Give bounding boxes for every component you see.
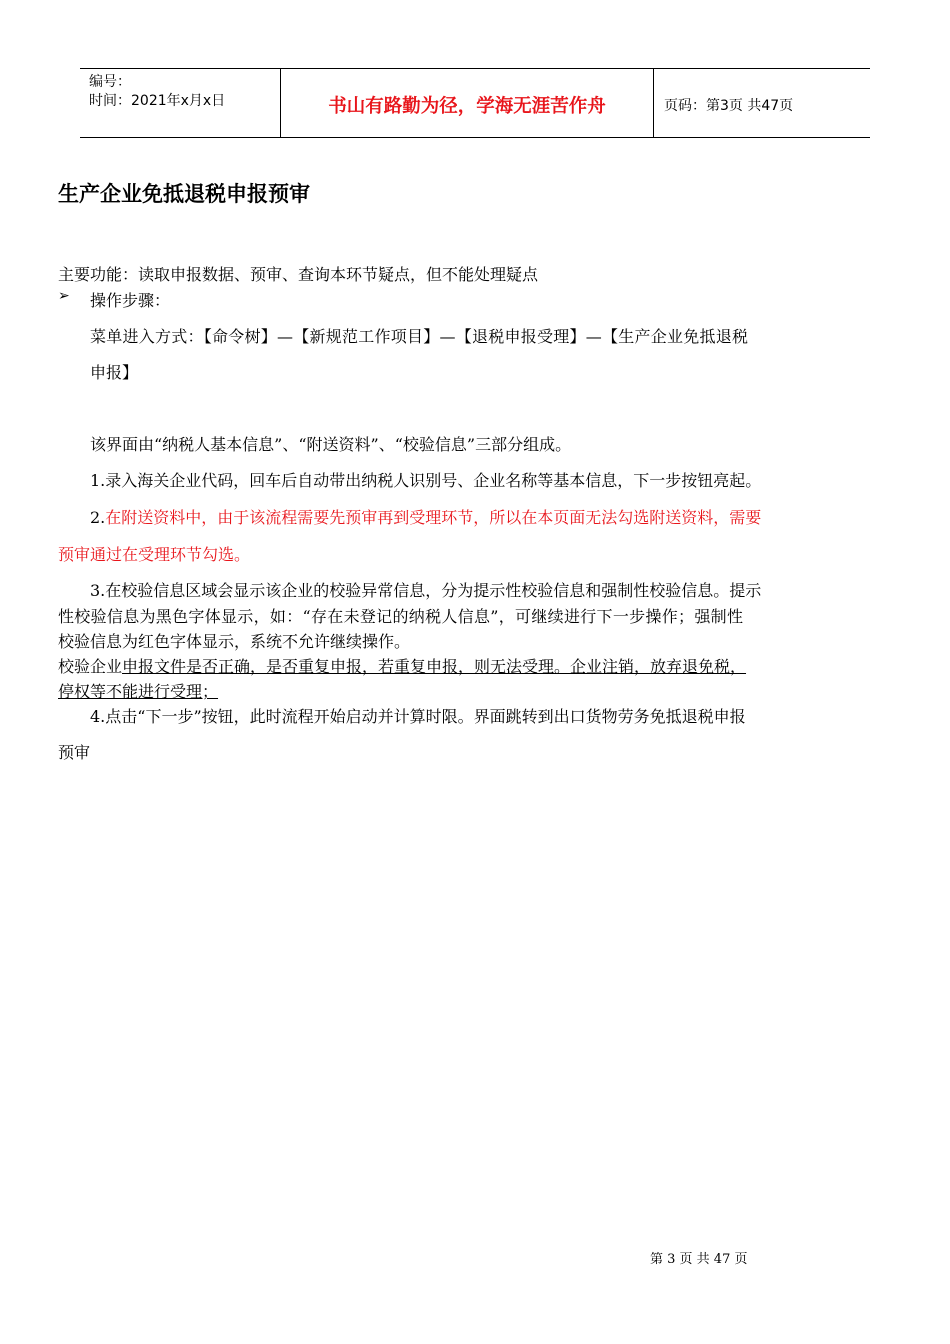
- note-line1-prefix: 校验企业: [58, 657, 123, 676]
- header-left-cell: [80, 69, 281, 137]
- note-line2-underlined: 不能进行受理；: [106, 682, 219, 701]
- step-2-number: 2.: [90, 508, 106, 527]
- steps-label: 操作步骤：: [90, 291, 171, 310]
- document-title: 生产企业免抵退税申报预审: [58, 182, 310, 206]
- note-line1: [58, 654, 746, 677]
- note-line2-prefix: 停权等: [58, 682, 107, 701]
- header-table: [80, 68, 870, 138]
- note-line2: [58, 679, 218, 702]
- step-3-line2: 性校验信息为黑色字体显示，如：“存在未登记的纳税人信息”，可继续进行下一步操作；强制性: [58, 607, 744, 626]
- number-label: 编号：: [89, 74, 131, 90]
- step-3-line3: 校验信息为红色字体显示，系统不允许继续操作。: [58, 632, 411, 651]
- main-function: 主要功能：读取申报数据、预审、查询本环节疑点，但不能处理疑点: [58, 265, 539, 284]
- menu-path-line1: 菜单进入方式：【命令树】—【新规范工作项目】—【退税申报受理】—【生产企业免抵退税: [90, 327, 749, 346]
- page-footer: 第 3 页 共 47 页: [650, 1252, 748, 1267]
- bullet-arrow-icon: ➢: [58, 288, 70, 304]
- note-line1-underlined: 申报文件是否正确，是否重复申报，若重复申报，则无法受理。企业注销，放弃退免税，: [122, 657, 747, 676]
- step-2-line1: [90, 505, 761, 528]
- step-4-line1: 4.点击“下一步”按钮，此时流程开始启动并计算时限。界面跳转到出口货物劳务免抵退税申报: [90, 707, 746, 726]
- header-page-info: 页码：第3页 共47页: [664, 98, 794, 114]
- menu-path-line2: 申报】: [90, 363, 139, 382]
- step-3-line1: 3.在校验信息区域会显示该企业的校验异常信息，分为提示性校验信息和强制性校验信息。提示: [90, 581, 762, 600]
- header-motto: 书山有路勤为径，学海无涯苦作舟: [281, 69, 654, 137]
- intro-paragraph: 该界面由“纳税人基本信息”、“附送资料”、“校验信息”三部分组成。: [90, 435, 572, 454]
- date-label: 时间：2021年x月x日: [89, 93, 226, 109]
- step-2-text: 在附送资料中，由于该流程需要先预审再到受理环节，所以在本页面无法勾选附送资料，需要: [105, 508, 762, 527]
- step-1: 1.录入海关企业代码，回车后自动带出纳税人识别号、企业名称等基本信息，下一步按钮亮起。: [90, 471, 762, 490]
- step-2-line2: 预审通过在受理环节勾选。: [58, 545, 251, 564]
- step-4-line2: 预审: [58, 743, 91, 762]
